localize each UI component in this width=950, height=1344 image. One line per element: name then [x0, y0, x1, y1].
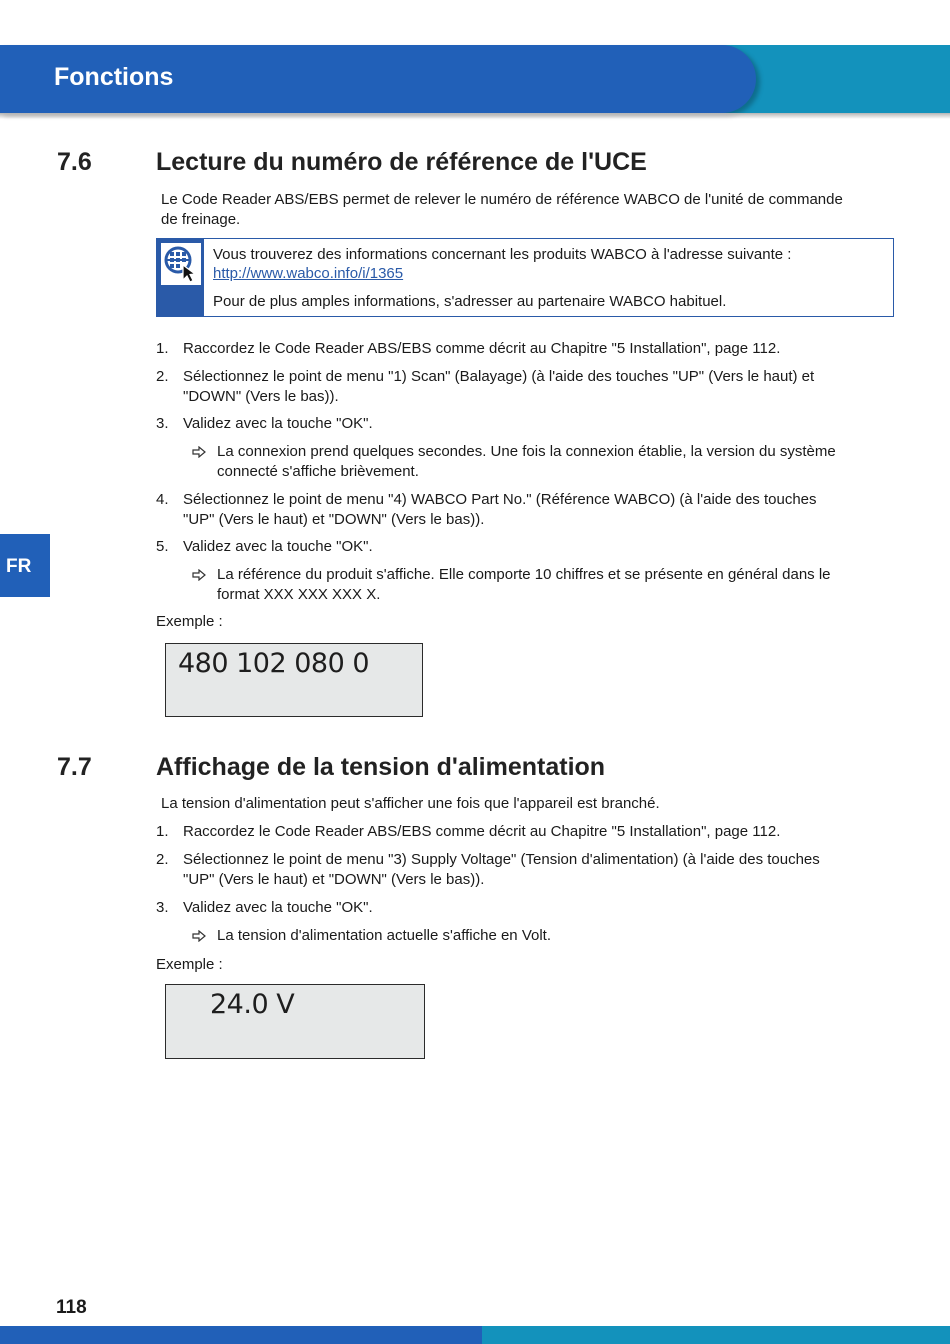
step-number: 2.: [156, 851, 169, 868]
step-text: Sélectionnez le point de menu "3) Supply Voltage" (Tension d'alimentation) (à l'aide des touches: [183, 851, 820, 868]
section-76-number: 7.6: [57, 148, 92, 176]
section-76-title: Lecture du numéro de référence de l'UCE: [156, 148, 647, 176]
arrow-right-icon: [192, 446, 206, 458]
step-result-text: La tension d'alimentation actuelle s'affiche en Volt.: [217, 927, 552, 944]
step-text: Validez avec la touche "OK".: [183, 415, 373, 432]
section-77-intro: La tension d'alimentation peut s'afficher une fois que l'appareil est branché.: [161, 795, 660, 812]
step-text: "DOWN" (Vers le bas)).: [183, 387, 339, 405]
step-text: Sélectionnez le point de menu "4) WABCO Part No." (Référence WABCO) (à l'aide des touches: [183, 491, 817, 508]
step-text: Validez avec la touche "OK".: [183, 899, 373, 916]
example-label: Exemple :: [156, 956, 223, 973]
arrow-right-icon: [192, 930, 206, 942]
lcd-display: [165, 984, 425, 1059]
step-number: 3.: [156, 899, 169, 916]
globe-cursor-icon: [161, 243, 201, 285]
section-77-number: 7.7: [57, 753, 92, 781]
info-box-icon-column: [157, 239, 204, 316]
page-number: 118: [56, 1297, 87, 1318]
section-76-intro-line2: de freinage.: [161, 210, 241, 228]
step-text: Sélectionnez le point de menu "1) Scan" (Balayage) (à l'aide des touches "UP" (Vers le haut) et: [183, 368, 815, 385]
info-box-line3: Pour de plus amples informations, s'adresser au partenaire WABCO habituel.: [213, 293, 727, 310]
lcd-display: [165, 643, 423, 717]
footer-blue-band: [0, 1326, 482, 1344]
lcd-display-value: 24.0 V: [210, 989, 295, 1020]
step-number: 1.: [156, 823, 169, 840]
step-number: 1.: [156, 340, 169, 357]
header-title: Fonctions: [54, 63, 174, 91]
footer-teal-band: [482, 1326, 950, 1344]
step-text: Raccordez le Code Reader ABS/EBS comme décrit au Chapitre "5 Installation", page 112.: [183, 340, 781, 357]
step-number: 2.: [156, 368, 169, 385]
section-76-intro-line1: Le Code Reader ABS/EBS permet de relever le numéro de référence WABCO de l'unité de commande: [161, 191, 843, 208]
header-shadow: [0, 113, 950, 119]
wabco-info-link[interactable]: http://www.wabco.info/i/1365: [213, 265, 404, 282]
section-77-title: Affichage de la tension d'alimentation: [156, 753, 606, 781]
step-number: 5.: [156, 538, 169, 555]
language-tab: [0, 534, 50, 597]
step-result-text: La référence du produit s'affiche. Elle comporte 10 chiffres et se présente en général dans le: [217, 566, 831, 583]
step-number: 4.: [156, 491, 169, 508]
step-number: 3.: [156, 415, 169, 432]
info-box-line1: Vous trouverez des informations concernant les produits WABCO à l'adresse suivante :: [213, 246, 792, 263]
header-banner: [0, 45, 950, 117]
step-text: "UP" (Vers le haut) et "DOWN" (Vers le bas)).: [183, 870, 485, 888]
info-box: [156, 238, 894, 317]
step-text: Validez avec la touche "OK".: [183, 538, 373, 555]
step-text: "UP" (Vers le haut) et "DOWN" (Vers le bas)).: [183, 510, 485, 528]
step-result-text: format XXX XXX XXX X.: [217, 585, 381, 603]
step-result-text: connecté s'affiche brièvement.: [217, 462, 419, 480]
language-tab-label: FR: [6, 556, 32, 577]
arrow-right-icon: [192, 569, 206, 581]
example-label: Exemple :: [156, 613, 223, 630]
lcd-display-value: 480 102 080 0: [178, 648, 370, 679]
step-text: Raccordez le Code Reader ABS/EBS comme décrit au Chapitre "5 Installation", page 112.: [183, 823, 781, 840]
step-result-text: La connexion prend quelques secondes. Une fois la connexion établie, la version du système: [217, 443, 836, 460]
